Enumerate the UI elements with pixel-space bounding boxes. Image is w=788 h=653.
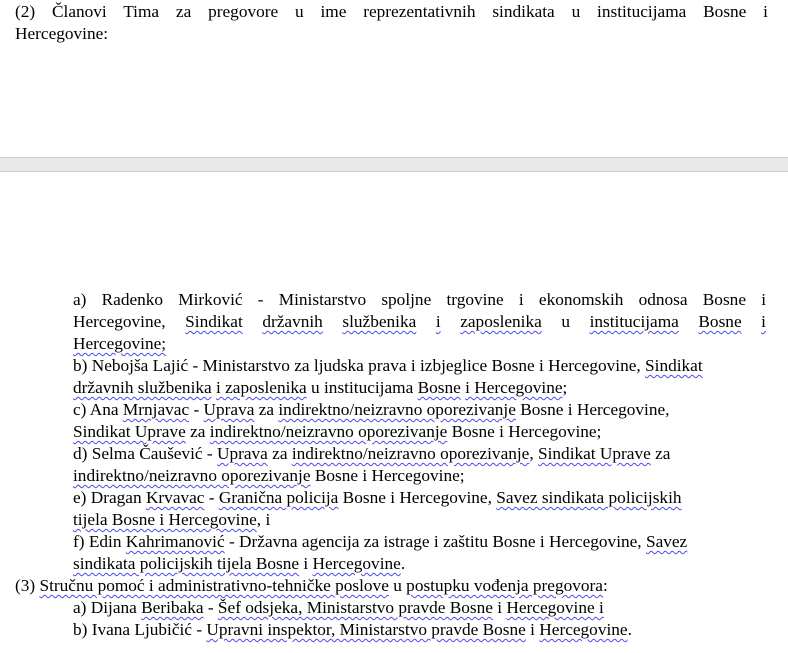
member-c-line1: c) Ana Mrnjavac - Uprava za indirektno/neizravno oporezivanje Bosne i Hercegovine, <box>73 400 670 419</box>
member-e-line2: tijela Bosne i Hercegovine, i <box>73 510 271 529</box>
para2-line2: Hercegovine: <box>15 24 109 43</box>
member-a-line3: Hercegovine; <box>73 334 167 353</box>
member-d-line2: indirektno/neizravno oporezivanje Bosne i Hercegovine; <box>73 466 465 485</box>
member-f-line2: sindikata policijskih tijela Bosne i Hercegovine. <box>73 554 406 573</box>
para3-line: (3) Stručnu pomoć i administrativno-tehničke poslove u postupku vođenja pregovora: <box>15 576 608 595</box>
member-d-line1: d) Selma Čaušević - Uprava za indirektno/neizravno oporezivanje, Sindikat Uprave za <box>73 444 671 463</box>
page-break <box>0 157 788 172</box>
para3-item-b: b) Ivana Ljubičić - Upravni inspektor, Ministarstvo pravde Bosne i Hercegovine. <box>73 620 632 639</box>
member-c-line2: Sindikat Uprave za indirektno/neizravno oporezivanje Bosne i Hercegovine; <box>73 422 602 441</box>
member-f-line1: f) Edin Kahrimanović - Državna agencija za istrage i zaštitu Bosne i Hercegovine, Savez <box>73 532 688 551</box>
document-page-bottom <box>0 172 788 653</box>
member-e-line1: e) Dragan Krvavac - Granična policija Bosne i Hercegovine, Savez sindikata policijskih <box>73 488 682 507</box>
document-page-top <box>0 0 788 157</box>
member-b-line1: b) Nebojša Lajić - Ministarstvo za ljudska prava i izbjeglice Bosne i Hercegovine, Sindikat <box>73 356 703 375</box>
member-a-line2: Hercegovine, Sindikat državnih službenika i zaposlenika u institucijama Bosne i <box>73 312 766 331</box>
member-b-line2: državnih službenika i zaposlenika u institucijama Bosne i Hercegovine; <box>73 378 568 397</box>
member-a-line1: a) Radenko Mirković - Ministarstvo spoljne trgovine i ekonomskih odnosa Bosne i <box>73 290 766 309</box>
para2-line1: (2) Članovi Tima za pregovore u ime reprezentativnih sindikata u institucijama Bosne i <box>15 2 768 21</box>
para3-item-a: a) Dijana Beribaka - Šef odsjeka, Ministarstvo pravde Bosne i Hercegovine i <box>73 598 604 617</box>
